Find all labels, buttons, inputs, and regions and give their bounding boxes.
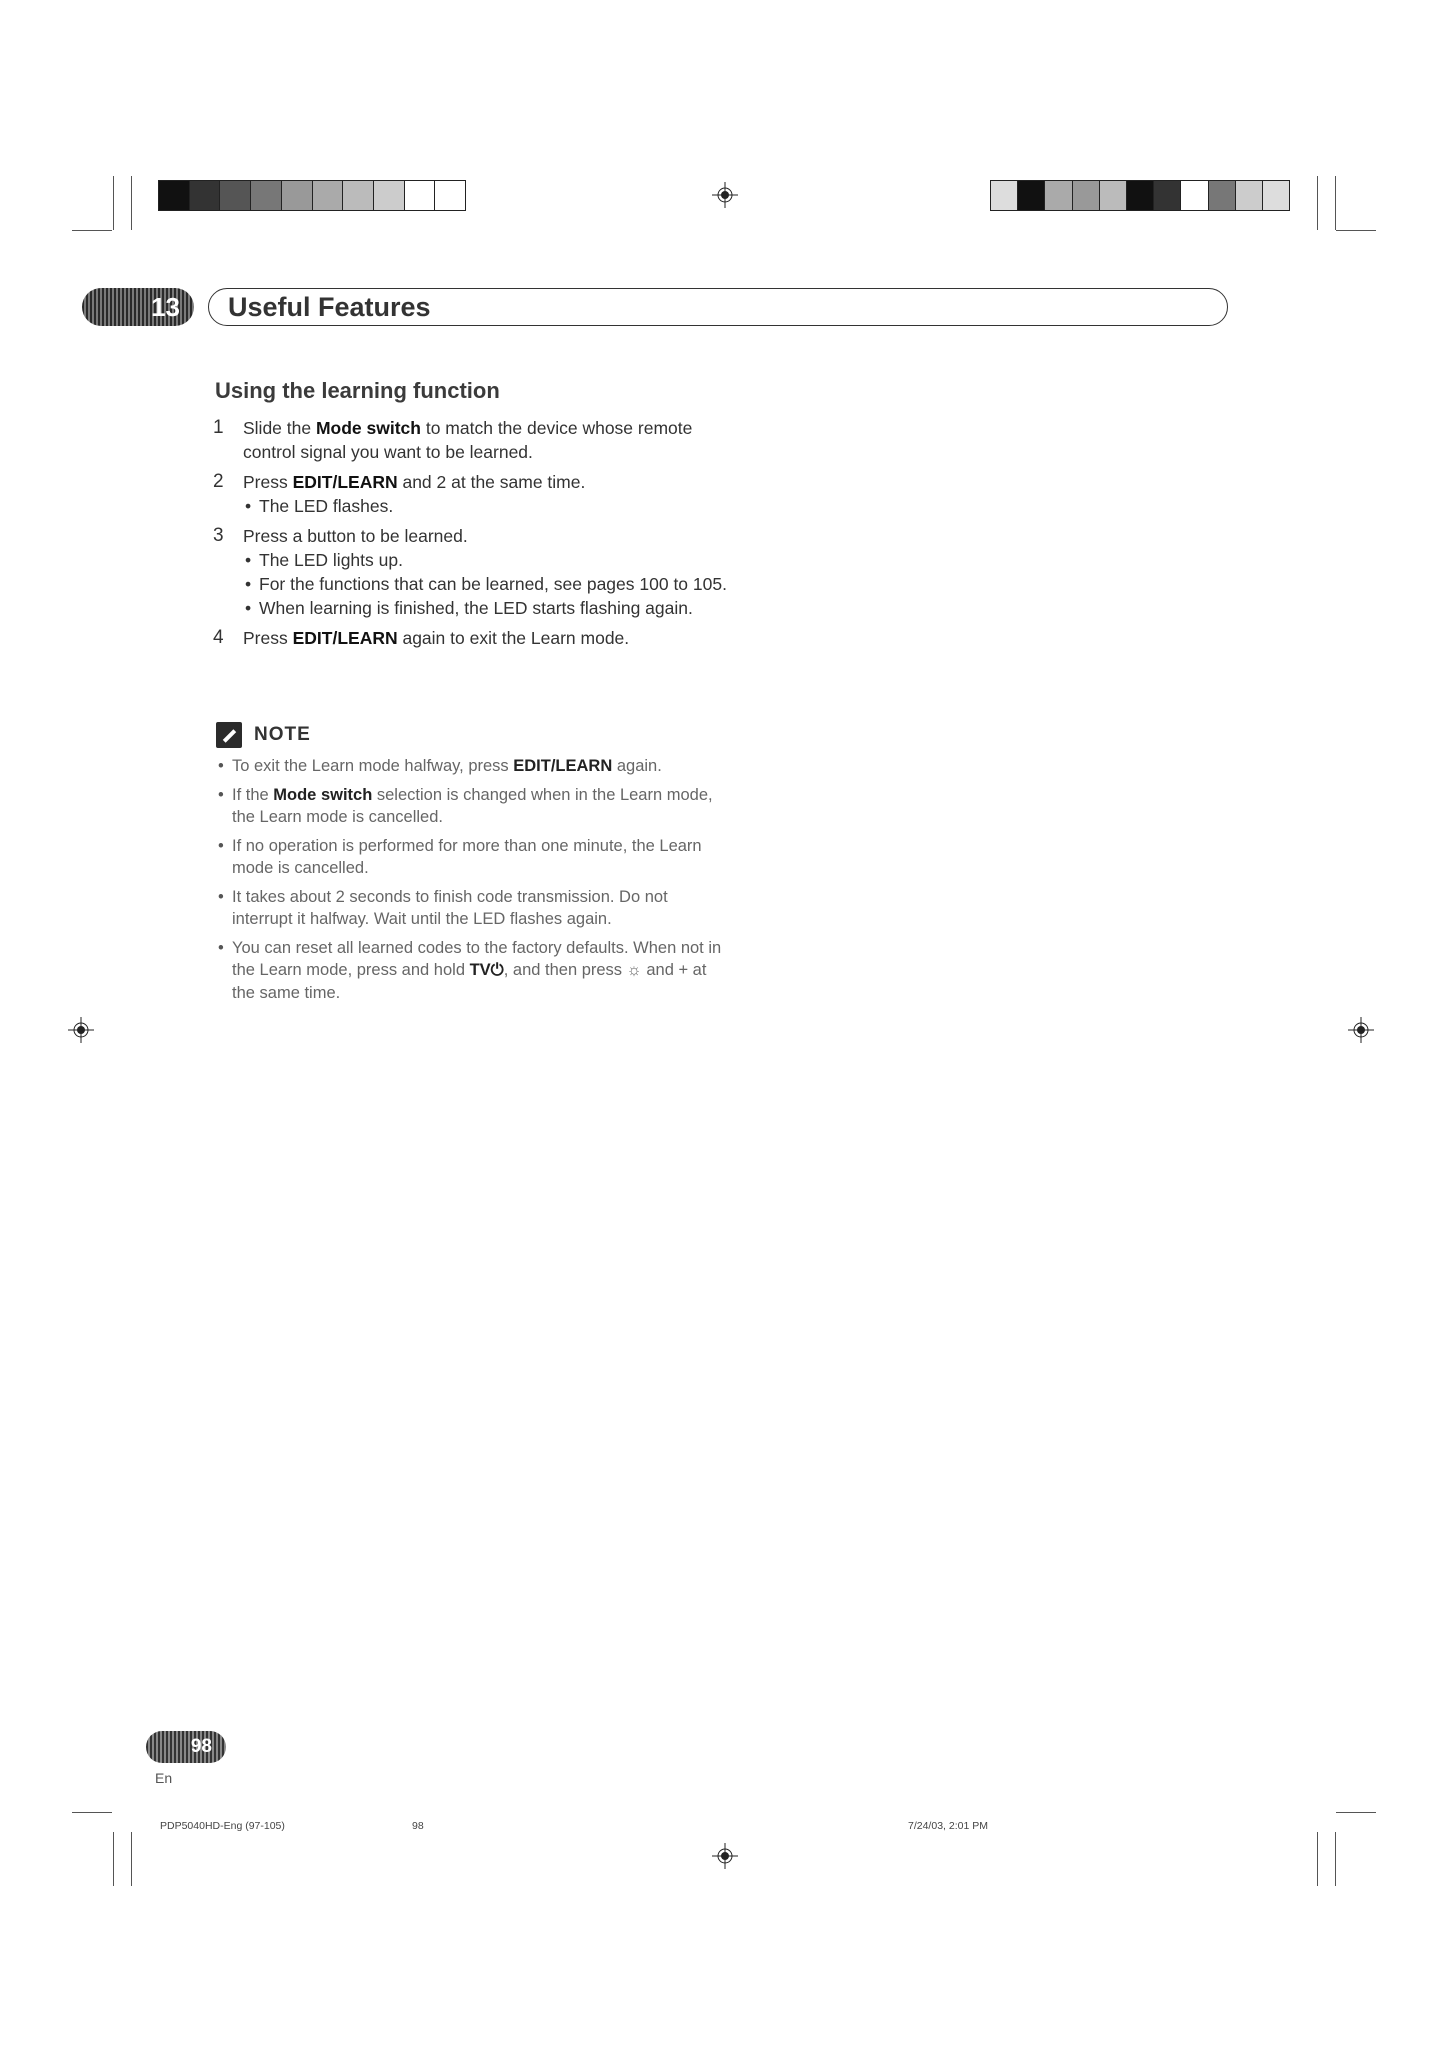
note-item — [218, 755, 728, 778]
note-text: If the — [232, 785, 274, 804]
crop-mark — [1336, 230, 1376, 231]
step-text: Press — [243, 628, 293, 648]
step-text: and 2 at the same time. — [397, 472, 586, 492]
print-color-bar-right — [990, 180, 1290, 211]
step-bold-text: EDIT/LEARN — [292, 472, 398, 492]
step-sub-item: • When learning is finished, the LED starts flashing again. — [243, 596, 733, 620]
step-text: Press a button to be learned. — [243, 526, 468, 546]
note-text: If no operation is performed for more than one minute, the Learn mode is cancelled. — [232, 836, 702, 877]
footer-timestamp: 7/24/03, 2:01 PM — [908, 1820, 988, 1832]
crop-mark — [131, 1832, 132, 1886]
step-number: 2 — [213, 471, 224, 492]
crop-mark — [113, 1832, 114, 1886]
steps-list — [213, 416, 733, 656]
crop-mark — [1317, 1832, 1318, 1886]
note-bold-text: Mode switch — [273, 785, 373, 804]
note-header — [216, 722, 311, 748]
registration-mark-icon — [68, 1017, 94, 1043]
footer-page: 98 — [412, 1820, 424, 1832]
step-item — [213, 626, 733, 650]
section-title: Using the learning function — [215, 378, 500, 403]
note-text: , and then press ☼ and + at the same time. — [232, 961, 707, 1002]
note-text: again. — [612, 757, 662, 775]
note-label: NOTE — [254, 724, 311, 745]
step-number: 3 — [213, 525, 224, 546]
note-bold-text: EDIT/LEARN — [513, 757, 613, 775]
step-text: Press — [243, 472, 293, 492]
note-item — [218, 886, 728, 931]
page-number-badge: 98 — [146, 1731, 226, 1763]
step-number: 1 — [213, 417, 224, 438]
step-item — [213, 416, 733, 464]
step-bold-text: Mode switch — [315, 418, 421, 438]
step-sub-item: • For the functions that can be learned, see pages 100 to 105. — [243, 572, 733, 596]
registration-mark-icon — [712, 182, 738, 208]
note-text: It takes about 2 seconds to finish code transmission. Do not interrupt it halfway. Wait until the LED flashes again. — [232, 887, 668, 928]
crop-mark — [72, 230, 112, 231]
note-text: You can reset all learned codes to the factory defaults. When not in the Learn mode, press and hold — [232, 938, 722, 979]
chapter-title: Useful Features — [228, 292, 431, 322]
crop-mark — [1336, 1812, 1376, 1813]
registration-mark-icon — [712, 1843, 738, 1869]
step-sub-item: • The LED lights up. — [243, 548, 733, 572]
note-item — [218, 937, 728, 1005]
note-text: To exit the Learn mode halfway, press — [232, 757, 514, 775]
print-color-bar-left — [158, 180, 466, 211]
step-text: Slide the — [243, 418, 316, 438]
step-sub-item: • The LED flashes. — [243, 494, 733, 518]
step-item — [213, 524, 733, 620]
footer-file-name: PDP5040HD-Eng (97-105) — [160, 1820, 285, 1832]
step-text: to match the device whose remote control signal you want to be learned. — [243, 418, 693, 462]
registration-mark-icon — [1348, 1017, 1374, 1043]
step-text: again to exit the Learn mode. — [397, 628, 630, 648]
note-item — [218, 784, 728, 829]
step-item — [213, 470, 733, 518]
crop-mark — [1335, 176, 1336, 230]
note-bold-text: TV⏻ — [469, 961, 504, 979]
crop-mark — [1335, 1832, 1336, 1886]
chapter-number-badge: 13 — [82, 288, 194, 326]
step-number: 4 — [213, 627, 224, 648]
notes-list — [218, 755, 728, 1010]
crop-mark — [113, 176, 114, 230]
crop-mark — [1317, 176, 1318, 230]
note-text: selection is changed when in the Learn mode, the Learn mode is cancelled. — [232, 785, 713, 826]
note-item — [218, 835, 728, 880]
language-label: En — [155, 1770, 173, 1786]
crop-mark — [131, 176, 132, 230]
crop-mark — [72, 1812, 112, 1813]
note-pencil-icon — [216, 722, 242, 748]
step-bold-text: EDIT/LEARN — [292, 628, 398, 648]
